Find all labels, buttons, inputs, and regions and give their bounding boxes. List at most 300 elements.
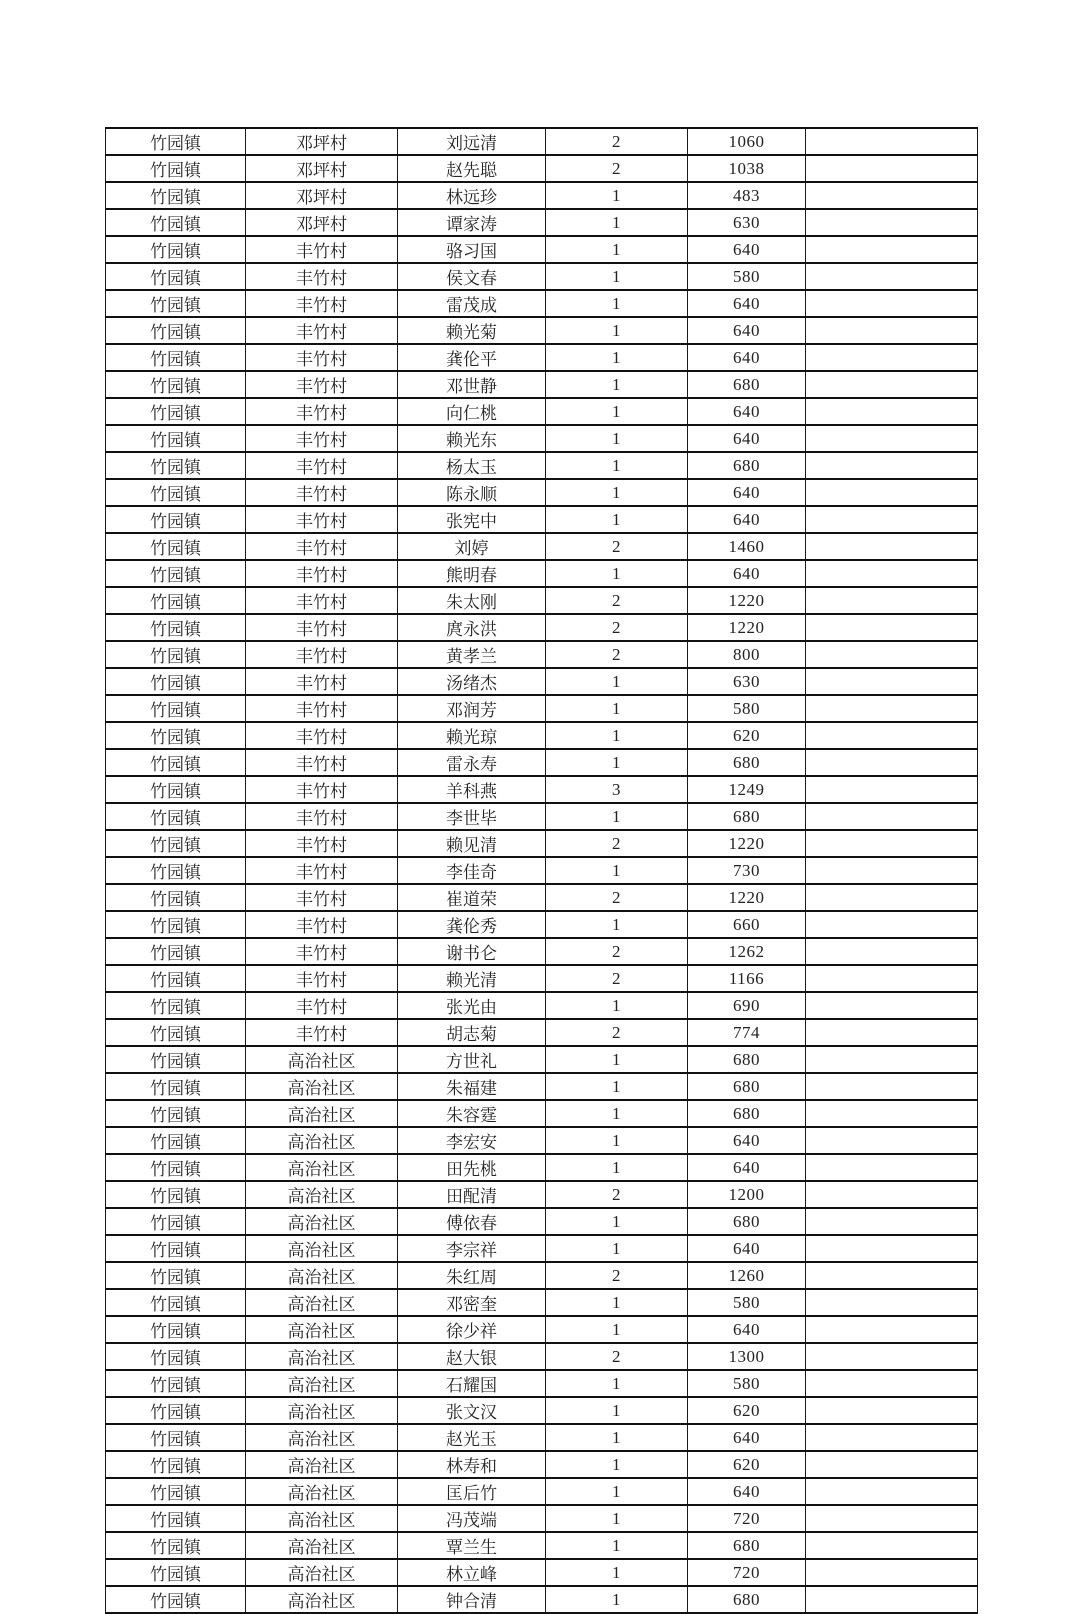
cell-count: 1: [546, 371, 688, 398]
cell-count: 1: [546, 344, 688, 371]
cell-blank: [806, 209, 978, 236]
cell-town: 竹园镇: [106, 1208, 246, 1235]
cell-count: 1: [546, 1316, 688, 1343]
cell-amount: 690: [688, 992, 806, 1019]
cell-count: 1: [546, 398, 688, 425]
cell-village: 高治社区: [246, 1235, 398, 1262]
table-row: [106, 1235, 978, 1262]
cell-town: 竹园镇: [106, 587, 246, 614]
cell-amount: 640: [688, 290, 806, 317]
cell-blank: [806, 1397, 978, 1424]
cell-count: 1: [546, 992, 688, 1019]
cell-blank: [806, 614, 978, 641]
cell-amount: 580: [688, 1370, 806, 1397]
cell-blank: [806, 1181, 978, 1208]
cell-amount: 620: [688, 1451, 806, 1478]
cell-name: 张文汉: [398, 1397, 546, 1424]
cell-blank: [806, 425, 978, 452]
cell-blank: [806, 1478, 978, 1505]
cell-count: 1: [546, 695, 688, 722]
table-row: [106, 587, 978, 614]
cell-village: 高治社区: [246, 1127, 398, 1154]
cell-name: 李佳奇: [398, 857, 546, 884]
cell-count: 1: [546, 1154, 688, 1181]
cell-name: 向仁桃: [398, 398, 546, 425]
table-row: [106, 1316, 978, 1343]
cell-village: 丰竹村: [246, 344, 398, 371]
table-row: [106, 857, 978, 884]
cell-count: 1: [546, 317, 688, 344]
cell-name: 匡后竹: [398, 1478, 546, 1505]
cell-blank: [806, 344, 978, 371]
cell-village: 丰竹村: [246, 803, 398, 830]
cell-count: 1: [546, 1397, 688, 1424]
cell-town: 竹园镇: [106, 506, 246, 533]
cell-blank: [806, 182, 978, 209]
cell-amount: 720: [688, 1559, 806, 1586]
cell-amount: 1060: [688, 128, 806, 155]
cell-count: 2: [546, 884, 688, 911]
cell-town: 竹园镇: [106, 1127, 246, 1154]
cell-blank: [806, 1559, 978, 1586]
cell-amount: 680: [688, 1586, 806, 1613]
cell-town: 竹园镇: [106, 1559, 246, 1586]
cell-name: 谢书仑: [398, 938, 546, 965]
cell-village: 丰竹村: [246, 317, 398, 344]
cell-count: 1: [546, 1127, 688, 1154]
cell-amount: 640: [688, 560, 806, 587]
cell-village: 高治社区: [246, 1208, 398, 1235]
cell-count: 1: [546, 668, 688, 695]
table-row: [106, 1424, 978, 1451]
cell-blank: [806, 1343, 978, 1370]
cell-name: 刘远清: [398, 128, 546, 155]
cell-name: 傅依春: [398, 1208, 546, 1235]
table-row: [106, 398, 978, 425]
cell-town: 竹园镇: [106, 371, 246, 398]
table-row: [106, 1397, 978, 1424]
cell-count: 2: [546, 614, 688, 641]
cell-village: 高治社区: [246, 1100, 398, 1127]
cell-count: 3: [546, 776, 688, 803]
cell-count: 1: [546, 452, 688, 479]
cell-blank: [806, 1451, 978, 1478]
cell-village: 邓坪村: [246, 182, 398, 209]
cell-town: 竹园镇: [106, 182, 246, 209]
cell-count: 1: [546, 1235, 688, 1262]
cell-town: 竹园镇: [106, 398, 246, 425]
table-row: [106, 776, 978, 803]
cell-count: 1: [546, 479, 688, 506]
cell-village: 丰竹村: [246, 749, 398, 776]
cell-count: 1: [546, 1073, 688, 1100]
cell-amount: 620: [688, 1397, 806, 1424]
table-row: [106, 1532, 978, 1559]
cell-village: 丰竹村: [246, 560, 398, 587]
table-row: [106, 911, 978, 938]
cell-town: 竹园镇: [106, 1370, 246, 1397]
cell-name: 朱容霆: [398, 1100, 546, 1127]
cell-name: 徐少祥: [398, 1316, 546, 1343]
cell-count: 1: [546, 1208, 688, 1235]
cell-village: 丰竹村: [246, 506, 398, 533]
cell-village: 丰竹村: [246, 236, 398, 263]
cell-village: 高治社区: [246, 1181, 398, 1208]
cell-count: 1: [546, 1505, 688, 1532]
cell-count: 1: [546, 1532, 688, 1559]
cell-name: 朱福建: [398, 1073, 546, 1100]
table-row: [106, 695, 978, 722]
cell-blank: [806, 560, 978, 587]
cell-blank: [806, 776, 978, 803]
cell-town: 竹园镇: [106, 776, 246, 803]
cell-amount: 1249: [688, 776, 806, 803]
cell-amount: 680: [688, 371, 806, 398]
table-row: [106, 965, 978, 992]
cell-amount: 1460: [688, 533, 806, 560]
table-row: [106, 938, 978, 965]
cell-town: 竹园镇: [106, 641, 246, 668]
cell-blank: [806, 1127, 978, 1154]
cell-count: 1: [546, 803, 688, 830]
cell-name: 赵光玉: [398, 1424, 546, 1451]
cell-town: 竹园镇: [106, 614, 246, 641]
cell-amount: 720: [688, 1505, 806, 1532]
cell-name: 骆习国: [398, 236, 546, 263]
cell-village: 丰竹村: [246, 938, 398, 965]
cell-village: 高治社区: [246, 1532, 398, 1559]
cell-town: 竹园镇: [106, 317, 246, 344]
cell-name: 侯文春: [398, 263, 546, 290]
cell-name: 龚伦平: [398, 344, 546, 371]
cell-blank: [806, 722, 978, 749]
table-row: [106, 317, 978, 344]
cell-village: 丰竹村: [246, 641, 398, 668]
cell-blank: [806, 830, 978, 857]
cell-name: 雷茂成: [398, 290, 546, 317]
cell-amount: 640: [688, 1235, 806, 1262]
cell-count: 1: [546, 1586, 688, 1613]
table-row: [106, 290, 978, 317]
cell-blank: [806, 1154, 978, 1181]
cell-count: 1: [546, 1424, 688, 1451]
cell-town: 竹园镇: [106, 1505, 246, 1532]
cell-name: 邓密奎: [398, 1289, 546, 1316]
table-row: [106, 830, 978, 857]
cell-village: 高治社区: [246, 1046, 398, 1073]
cell-name: 刘婷: [398, 533, 546, 560]
cell-blank: [806, 1073, 978, 1100]
cell-count: 2: [546, 1181, 688, 1208]
table-row: [106, 641, 978, 668]
table-row: [106, 1370, 978, 1397]
table-row: [106, 992, 978, 1019]
cell-amount: 640: [688, 506, 806, 533]
cell-amount: 580: [688, 263, 806, 290]
cell-name: 朱太刚: [398, 587, 546, 614]
cell-blank: [806, 1532, 978, 1559]
cell-town: 竹园镇: [106, 857, 246, 884]
cell-town: 竹园镇: [106, 1397, 246, 1424]
cell-village: 高治社区: [246, 1424, 398, 1451]
cell-village: 高治社区: [246, 1397, 398, 1424]
cell-village: 丰竹村: [246, 884, 398, 911]
cell-count: 1: [546, 749, 688, 776]
cell-name: 赖见清: [398, 830, 546, 857]
cell-name: 林立峰: [398, 1559, 546, 1586]
cell-amount: 640: [688, 344, 806, 371]
cell-name: 赵先聪: [398, 155, 546, 182]
table-row: [106, 236, 978, 263]
cell-count: 2: [546, 830, 688, 857]
table-row: [106, 533, 978, 560]
cell-count: 1: [546, 1046, 688, 1073]
cell-amount: 680: [688, 803, 806, 830]
cell-amount: 640: [688, 425, 806, 452]
cell-amount: 640: [688, 317, 806, 344]
cell-town: 竹园镇: [106, 1019, 246, 1046]
cell-town: 竹园镇: [106, 695, 246, 722]
cell-name: 胡志菊: [398, 1019, 546, 1046]
cell-amount: 580: [688, 1289, 806, 1316]
cell-amount: 640: [688, 1154, 806, 1181]
cell-town: 竹园镇: [106, 263, 246, 290]
cell-count: 2: [546, 128, 688, 155]
cell-village: 丰竹村: [246, 533, 398, 560]
cell-village: 邓坪村: [246, 209, 398, 236]
cell-blank: [806, 641, 978, 668]
table-row: [106, 1154, 978, 1181]
cell-village: 高治社区: [246, 1586, 398, 1613]
cell-amount: 660: [688, 911, 806, 938]
cell-amount: 640: [688, 479, 806, 506]
cell-amount: 800: [688, 641, 806, 668]
cell-amount: 640: [688, 1424, 806, 1451]
cell-town: 竹园镇: [106, 1289, 246, 1316]
cell-town: 竹园镇: [106, 236, 246, 263]
cell-blank: [806, 1586, 978, 1613]
cell-blank: [806, 371, 978, 398]
cell-town: 竹园镇: [106, 1181, 246, 1208]
cell-name: 雷永寿: [398, 749, 546, 776]
cell-village: 丰竹村: [246, 722, 398, 749]
cell-count: 2: [546, 938, 688, 965]
cell-blank: [806, 506, 978, 533]
table-row: [106, 182, 978, 209]
table-row: [106, 1208, 978, 1235]
cell-town: 竹园镇: [106, 722, 246, 749]
cell-town: 竹园镇: [106, 668, 246, 695]
cell-count: 1: [546, 506, 688, 533]
cell-count: 1: [546, 857, 688, 884]
cell-amount: 1220: [688, 587, 806, 614]
table-row: [106, 803, 978, 830]
cell-village: 丰竹村: [246, 992, 398, 1019]
cell-village: 高治社区: [246, 1559, 398, 1586]
cell-town: 竹园镇: [106, 1235, 246, 1262]
cell-blank: [806, 398, 978, 425]
table-row: [106, 155, 978, 182]
cell-town: 竹园镇: [106, 803, 246, 830]
cell-village: 高治社区: [246, 1451, 398, 1478]
cell-blank: [806, 290, 978, 317]
cell-town: 竹园镇: [106, 1073, 246, 1100]
cell-count: 1: [546, 1478, 688, 1505]
cell-blank: [806, 1316, 978, 1343]
cell-village: 丰竹村: [246, 479, 398, 506]
cell-town: 竹园镇: [106, 1343, 246, 1370]
data-table: [105, 127, 978, 1614]
cell-blank: [806, 749, 978, 776]
table-row: [106, 614, 978, 641]
cell-village: 高治社区: [246, 1289, 398, 1316]
cell-name: 赖光琼: [398, 722, 546, 749]
cell-count: 2: [546, 587, 688, 614]
cell-blank: [806, 1262, 978, 1289]
cell-amount: 620: [688, 722, 806, 749]
cell-town: 竹园镇: [106, 1586, 246, 1613]
cell-town: 竹园镇: [106, 479, 246, 506]
table-row: [106, 1100, 978, 1127]
cell-blank: [806, 452, 978, 479]
cell-count: 1: [546, 425, 688, 452]
cell-village: 高治社区: [246, 1316, 398, 1343]
cell-count: 2: [546, 965, 688, 992]
cell-village: 高治社区: [246, 1154, 398, 1181]
cell-name: 李世毕: [398, 803, 546, 830]
cell-village: 高治社区: [246, 1073, 398, 1100]
cell-village: 丰竹村: [246, 371, 398, 398]
cell-village: 丰竹村: [246, 776, 398, 803]
cell-count: 1: [546, 1451, 688, 1478]
cell-amount: 640: [688, 1478, 806, 1505]
cell-town: 竹园镇: [106, 128, 246, 155]
table-row: [106, 668, 978, 695]
cell-amount: 1220: [688, 830, 806, 857]
cell-village: 丰竹村: [246, 263, 398, 290]
cell-amount: 774: [688, 1019, 806, 1046]
table-row: [106, 1559, 978, 1586]
cell-town: 竹园镇: [106, 938, 246, 965]
cell-amount: 1260: [688, 1262, 806, 1289]
cell-town: 竹园镇: [106, 560, 246, 587]
cell-town: 竹园镇: [106, 533, 246, 560]
cell-name: 邓世静: [398, 371, 546, 398]
table-row: [106, 1046, 978, 1073]
cell-count: 2: [546, 155, 688, 182]
cell-name: 方世礼: [398, 1046, 546, 1073]
cell-blank: [806, 803, 978, 830]
table-row: [106, 749, 978, 776]
cell-blank: [806, 1208, 978, 1235]
cell-count: 2: [546, 1343, 688, 1370]
cell-blank: [806, 1019, 978, 1046]
cell-name: 邓润芳: [398, 695, 546, 722]
cell-village: 丰竹村: [246, 452, 398, 479]
table-body: [106, 128, 978, 1613]
cell-name: 庹永洪: [398, 614, 546, 641]
table-row: [106, 722, 978, 749]
cell-blank: [806, 695, 978, 722]
cell-blank: [806, 533, 978, 560]
cell-blank: [806, 1289, 978, 1316]
table-row: [106, 1073, 978, 1100]
cell-blank: [806, 965, 978, 992]
table-row: [106, 1505, 978, 1532]
cell-count: 1: [546, 722, 688, 749]
cell-name: 冯茂端: [398, 1505, 546, 1532]
cell-town: 竹园镇: [106, 1262, 246, 1289]
cell-village: 丰竹村: [246, 290, 398, 317]
cell-village: 丰竹村: [246, 425, 398, 452]
cell-count: 1: [546, 182, 688, 209]
cell-amount: 1200: [688, 1181, 806, 1208]
table-row: [106, 263, 978, 290]
cell-blank: [806, 155, 978, 182]
cell-blank: [806, 1370, 978, 1397]
cell-amount: 1038: [688, 155, 806, 182]
cell-village: 丰竹村: [246, 830, 398, 857]
cell-count: 2: [546, 1019, 688, 1046]
cell-blank: [806, 884, 978, 911]
cell-town: 竹园镇: [106, 1316, 246, 1343]
cell-amount: 1220: [688, 614, 806, 641]
table-row: [106, 344, 978, 371]
cell-village: 丰竹村: [246, 398, 398, 425]
cell-town: 竹园镇: [106, 1424, 246, 1451]
cell-name: 石耀国: [398, 1370, 546, 1397]
cell-count: 1: [546, 1289, 688, 1316]
cell-town: 竹园镇: [106, 830, 246, 857]
cell-blank: [806, 317, 978, 344]
cell-blank: [806, 1046, 978, 1073]
cell-name: 赖光菊: [398, 317, 546, 344]
cell-town: 竹园镇: [106, 1154, 246, 1181]
cell-amount: 1300: [688, 1343, 806, 1370]
cell-name: 朱红周: [398, 1262, 546, 1289]
cell-village: 丰竹村: [246, 965, 398, 992]
table-row: [106, 1289, 978, 1316]
cell-amount: 680: [688, 452, 806, 479]
cell-village: 丰竹村: [246, 857, 398, 884]
cell-amount: 640: [688, 1316, 806, 1343]
cell-name: 杨太玉: [398, 452, 546, 479]
cell-name: 李宗祥: [398, 1235, 546, 1262]
cell-town: 竹园镇: [106, 965, 246, 992]
cell-count: 1: [546, 911, 688, 938]
table-row: [106, 128, 978, 155]
cell-blank: [806, 1505, 978, 1532]
table-row: [106, 1451, 978, 1478]
cell-name: 熊明春: [398, 560, 546, 587]
cell-count: 1: [546, 1100, 688, 1127]
cell-count: 1: [546, 560, 688, 587]
cell-count: 1: [546, 290, 688, 317]
cell-amount: 680: [688, 1100, 806, 1127]
table-row: [106, 1262, 978, 1289]
cell-town: 竹园镇: [106, 290, 246, 317]
cell-village: 高治社区: [246, 1370, 398, 1397]
cell-name: 田先桃: [398, 1154, 546, 1181]
cell-amount: 1166: [688, 965, 806, 992]
cell-count: 2: [546, 1262, 688, 1289]
cell-village: 丰竹村: [246, 1019, 398, 1046]
cell-blank: [806, 263, 978, 290]
cell-name: 覃兰生: [398, 1532, 546, 1559]
table-row: [106, 560, 978, 587]
table-row: [106, 1478, 978, 1505]
cell-village: 高治社区: [246, 1262, 398, 1289]
